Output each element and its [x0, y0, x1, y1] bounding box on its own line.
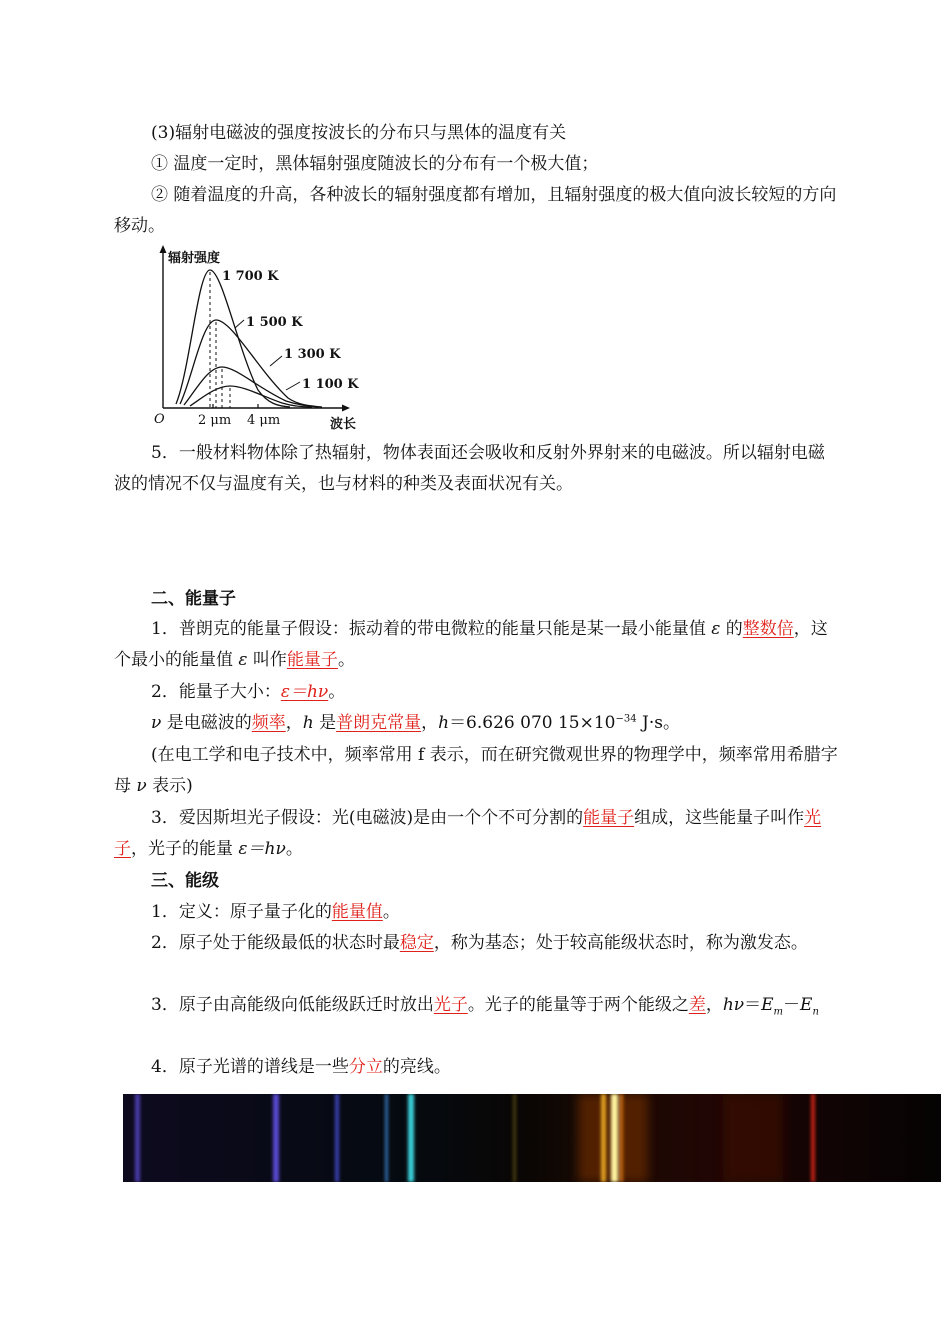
section-item-3-title: (3)辐射电磁波的强度按波长的分布只与黑体的温度有关	[151, 123, 567, 143]
answer-photon-2: 光子	[433, 995, 468, 1015]
leader-1100k	[286, 382, 300, 390]
answer-planck-constant: 普朗克常量	[336, 713, 422, 733]
spectral-line	[385, 1094, 388, 1182]
answer-integer-multiple: 整数倍	[742, 619, 794, 639]
spectral-line	[601, 1094, 606, 1182]
answer-difference: 差	[688, 995, 706, 1015]
leader-1300k	[270, 356, 282, 366]
spectral-line	[513, 1094, 516, 1182]
answer-energy-quantum-2: 能量子	[583, 808, 635, 828]
label-1100k: 1 100 K	[302, 377, 359, 392]
frequency-note: (在电工学和电子技术中，频率常用 f 表示，而在研究微观世界的物理学中，频率常用希腊字母 ν 表示)	[114, 745, 838, 796]
spectral-line	[273, 1094, 279, 1182]
label-1700k: 1 700 K	[222, 269, 279, 284]
spectral-line	[620, 1094, 623, 1182]
spectrum-lines: 4．原子光谱的谱线是一些分立的亮线。	[151, 1057, 451, 1077]
point-1: ① 温度一定时，黑体辐射强度随波长的分布有一个极大值；	[151, 154, 599, 174]
quantum-size: 2．能量子大小：ε＝hν。	[151, 682, 346, 702]
section-heading-energy-quantum: 二、能量子	[151, 589, 236, 609]
paragraph-5: 5．一般材料物体除了热辐射，物体表面还会吸收和反射外界射来的电磁波。所以辐射电磁波的情况不仅与温度有关，也与材料的种类及表面状况有关。	[114, 443, 825, 494]
answer-formula: ε＝hν	[280, 682, 329, 702]
answer-frequency: 频率	[251, 713, 286, 733]
curve-1100k	[190, 386, 312, 407]
label-1300k: 1 300 K	[284, 347, 341, 362]
symbol-explanation: ν 是电磁波的频率，h 是普朗克常量，h＝6.626 070 $15\times 10^{-34}$ J·s。	[151, 713, 680, 733]
spectral-line	[811, 1094, 815, 1182]
answer-energy-quantum: 能量子	[286, 650, 338, 670]
answer-energy-value: 能量值	[331, 902, 383, 922]
point-2: ② 随着温度的升高，各种波长的辐射强度都有增加，且辐射强度的极大值向波长较短的方向移动。	[114, 185, 837, 236]
answer-discrete: 分立	[348, 1057, 383, 1077]
answer-photon: 光子	[114, 808, 822, 859]
spectral-line	[335, 1094, 339, 1182]
section-heading-energy-level: 三、能级	[151, 871, 219, 891]
atomic-spectrum-image	[123, 1094, 941, 1182]
x-axis-arrow	[342, 405, 350, 412]
y-axis-arrow	[160, 245, 167, 253]
label-1500k: 1 500 K	[246, 315, 303, 330]
origin-label: O	[154, 412, 165, 427]
y-axis-label: 辐射强度	[168, 251, 221, 266]
ground-state: 2．原子处于能级最低的状态时最稳定，称为基态；处于较高能级状态时，称为激发态。	[151, 933, 808, 953]
answer-stable: 稳定	[399, 933, 434, 953]
energy-level-definition: 1．定义：原子量子化的能量值。	[151, 902, 400, 922]
einstein-hypothesis: 3．爱因斯坦光子假设：光(电磁波)是由一个个不可分割的能量子组成，这些能量子叫作光子，光子的能量 ε＝hν。	[114, 808, 822, 859]
spectral-line	[135, 1094, 140, 1182]
x-tick-label-4: 4 μm	[247, 413, 281, 428]
x-tick-label-2: 2 μm	[198, 413, 232, 428]
transition: 3．原子由高能级向低能级跃迁时放出光子。光子的能量等于两个能级之差，$h\nu=E_m-E_n$	[151, 995, 819, 1018]
leader-1500k	[235, 320, 244, 328]
x-axis-label: 波长	[330, 417, 357, 432]
planck-hypothesis: 1．普朗克的能量子假设：振动着的带电微粒的能量只能是某一最小能量值 ε 的整数倍，这个最小的能量值 ε 叫作能量子。	[114, 619, 828, 670]
curve-1500k	[180, 320, 322, 407]
spectral-line	[408, 1094, 414, 1182]
blackbody-radiation-graph	[140, 240, 360, 435]
spectral-line	[611, 1094, 618, 1182]
